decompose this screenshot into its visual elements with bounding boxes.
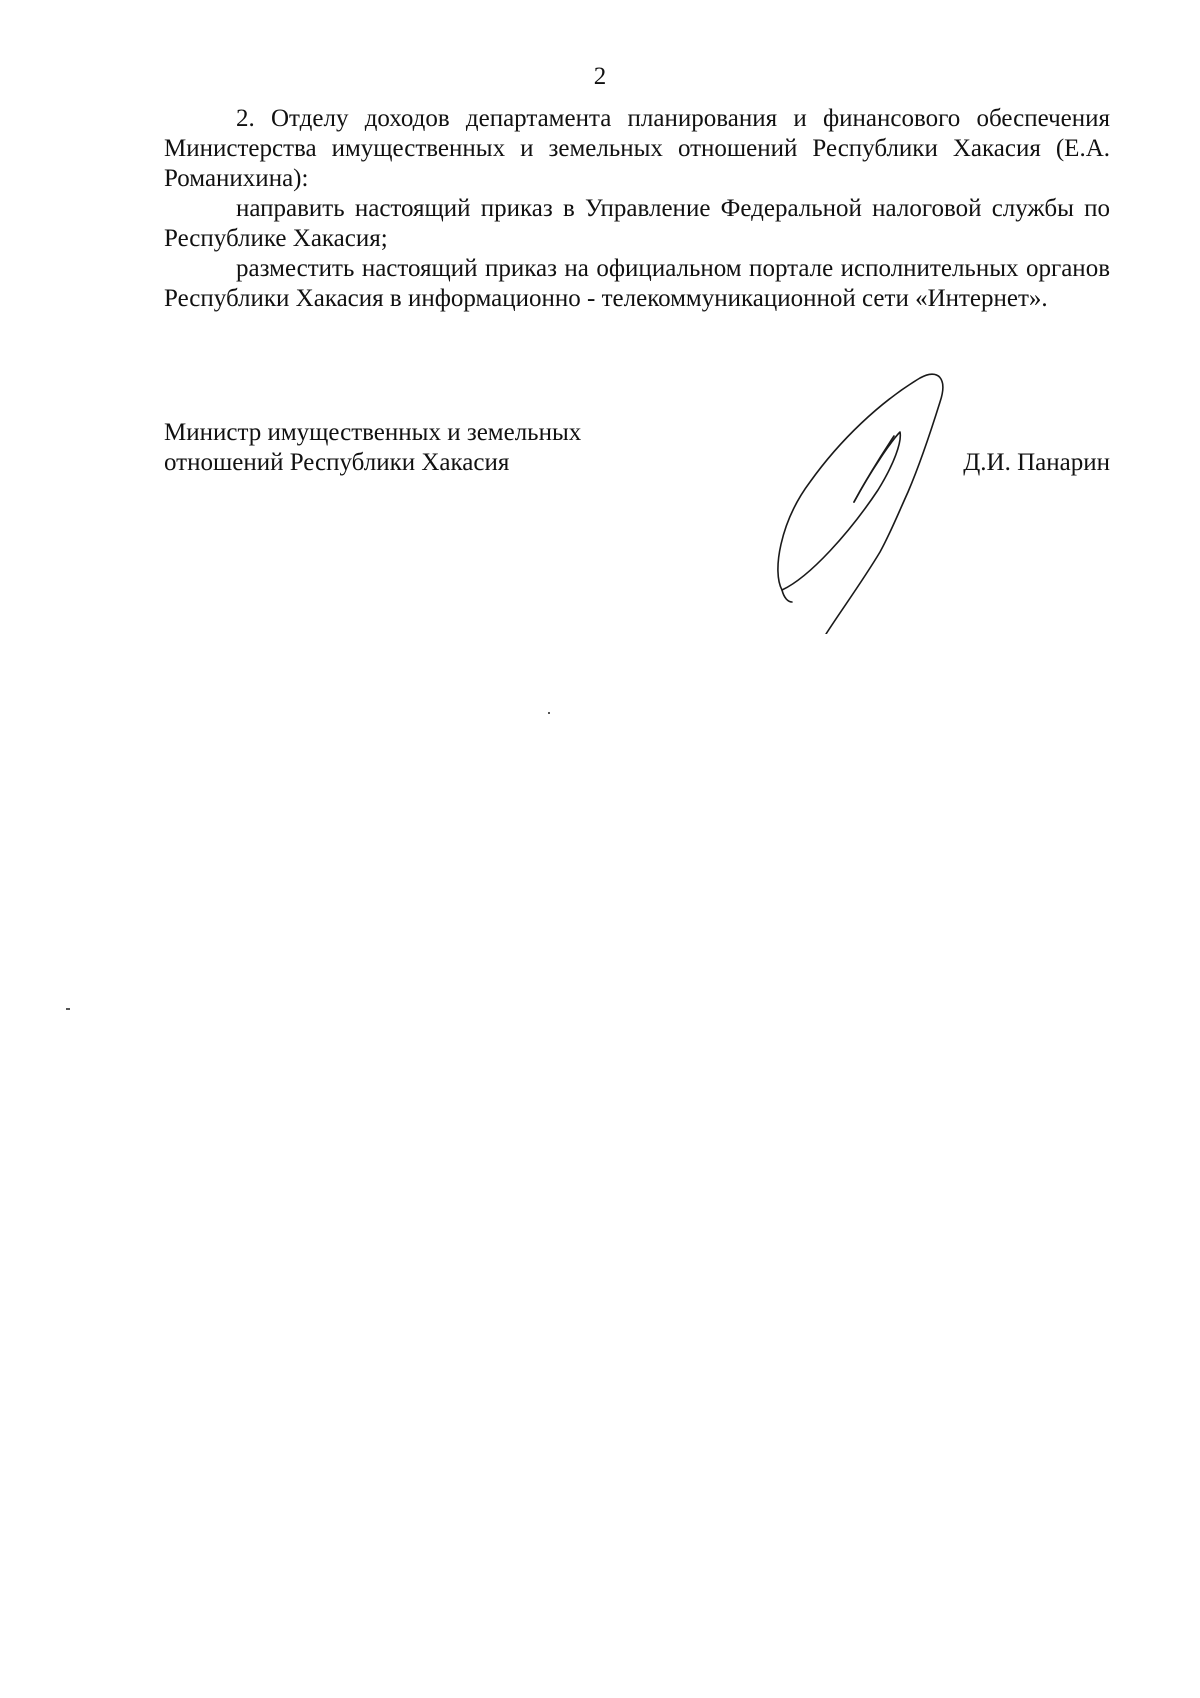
handwritten-signature xyxy=(770,372,960,634)
scan-speck xyxy=(66,1008,70,1010)
signature-block xyxy=(164,418,1110,478)
signer-title-line-2: отношений Республики Хакасия xyxy=(164,449,510,476)
signer-title-line-1: Министр имущественных и земельных xyxy=(164,419,582,446)
document-body xyxy=(164,104,1110,314)
paragraph-item-2: 2. Отделу доходов департамента планирования и финансового обеспечения Министерства имущественных и земельных отношений Республики Хакасия (Е.А. Романихина): xyxy=(164,105,1110,192)
paragraph-send-order: направить настоящий приказ в Управление Федеральной налоговой службы по Республике Хакасия; xyxy=(164,195,1110,252)
paragraph-publish-order: разместить настоящий приказ на официальном портале исполнительных органов Республики Хакасия в информационно - телекоммуникационной сети «Интернет». xyxy=(164,255,1110,312)
scan-speck xyxy=(548,712,550,714)
signer-title xyxy=(164,418,684,478)
signer-name: Д.И. Панарин xyxy=(963,449,1110,476)
page-number: 2 xyxy=(593,63,607,90)
